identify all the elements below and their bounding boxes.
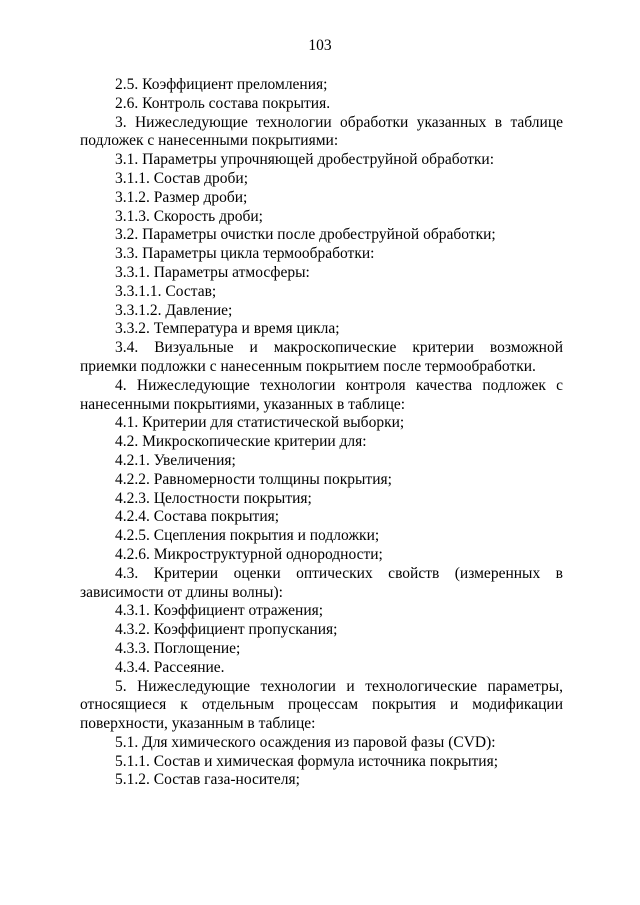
paragraph: 4.3.1. Коэффициент отражения;: [115, 602, 324, 620]
paragraph: 3.1.2. Размер дроби;: [115, 188, 248, 206]
paragraph: 4.3.4. Рассеяние.: [115, 658, 225, 676]
page-number: 103: [308, 37, 332, 54]
paragraph: 5.1.1. Состав и химическая формула источника покрытия;: [115, 752, 499, 770]
paragraph: 4.3.2. Коэффициент пропускания;: [115, 621, 338, 639]
paragraph: 3.1.1. Состав дроби;: [115, 169, 249, 187]
paragraph: 4. Нижеследующие технологии контроля качества подложек с нанесенными покрытиями, указанных в таблице:: [80, 376, 563, 413]
paragraph: 4.2.6. Микроструктурной однородности;: [115, 545, 383, 563]
paragraph: 4.2. Микроскопические критерии для:: [115, 433, 367, 451]
paragraph: 3.2. Параметры очистки после дробеструйной обработки;: [115, 226, 496, 244]
paragraph: 3.1. Параметры упрочняющей дробеструйной обработки:: [115, 151, 495, 169]
document-body: [80, 76, 563, 790]
paragraph: 3.3. Параметры цикла термообработки:: [115, 245, 375, 263]
paragraph: 5. Нижеследующие технологии и технологические параметры, относящиеся к отдельным процессам покрытия и модификации поверхности, указанным в таблице:: [80, 677, 563, 733]
paragraph: 4.1. Критерии для статистической выборки;: [115, 414, 405, 432]
paragraph: 3.3.1.1. Состав;: [115, 282, 217, 300]
paragraph: 3.3.2. Температура и время цикла;: [115, 320, 340, 338]
paragraph: 4.2.1. Увеличения;: [115, 451, 236, 469]
paragraph: 5.1. Для химического осаждения из паровой фазы (CVD):: [115, 733, 496, 751]
paragraph: 4.3.3. Поглощение;: [115, 639, 241, 657]
paragraph: 3.3.1.2. Давление;: [115, 301, 233, 319]
paragraph: 5.1.2. Состав газа-носителя;: [115, 771, 300, 789]
paragraph: 4.2.4. Состава покрытия;: [115, 508, 280, 526]
paragraph: 3.1.3. Скорость дроби;: [115, 207, 263, 225]
paragraph: 4.2.5. Сцепления покрытия и подложки;: [115, 527, 380, 545]
paragraph: 3.4. Визуальные и макроскопические критерии возможной приемки подложки с нанесенным покрытием после термообработки.: [80, 339, 563, 375]
paragraph: 4.2.3. Целостности покрытия;: [115, 489, 312, 507]
paragraph: 3. Нижеследующие технологии обработки указанных в таблице подложек с нанесенными покрытиями:: [80, 113, 563, 150]
paragraph: 2.6. Контроль состава покрытия.: [115, 94, 331, 112]
paragraph: 3.3.1. Параметры атмосферы:: [115, 263, 310, 281]
paragraph: 4.3. Критерии оценки оптических свойств (измеренных в зависимости от длины волны):: [80, 564, 563, 601]
paragraph: 2.5. Коэффициент преломления;: [115, 76, 328, 93]
paragraph: 4.2.2. Равномерности толщины покрытия;: [115, 470, 392, 488]
